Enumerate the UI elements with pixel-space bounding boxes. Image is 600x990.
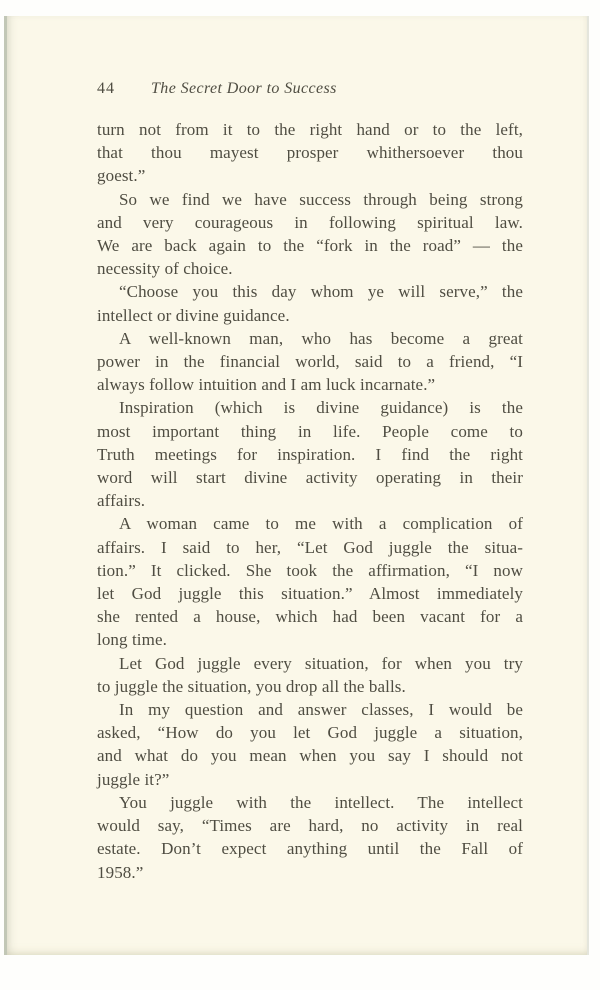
page-number: 44 (97, 80, 115, 97)
page-content (7, 16, 587, 884)
running-head (97, 80, 523, 98)
text-line: that thou mayest prosper whithersoever thou (97, 143, 523, 163)
text-line: word will start divine activity operating in their (97, 468, 523, 488)
text-line: affairs. I said to her, “Let God juggle the situa- (97, 537, 523, 557)
paragraph (97, 396, 523, 512)
text-line: would say, “Times are hard, no activity in real (97, 816, 523, 836)
text-line: Let God juggle every situation, for when you try (119, 653, 523, 673)
text-line: You juggle with the intellect. The intellect (119, 792, 523, 812)
text-line: she rented a house, which had been vacant for a (97, 607, 523, 627)
text-line: In my question and answer classes, I would be (119, 700, 523, 720)
paragraph (97, 327, 523, 397)
text-line: tion.” It clicked. She took the affirmation, “I now (97, 560, 523, 580)
text-line: long time. (97, 630, 167, 650)
text-line: goest.” (97, 166, 146, 186)
text-line: most important thing in life. People come to (97, 421, 523, 441)
text-line: “Choose you this day whom ye will serve,” the (119, 282, 523, 302)
text-line: We are back again to the “fork in the road” — the (97, 236, 523, 256)
text-line: juggle it?” (97, 769, 170, 789)
text-line: intellect or divine guidance. (97, 305, 290, 325)
text-line: 1958.” (97, 862, 144, 882)
book-title: The Secret Door to Success (151, 80, 337, 97)
text-line: and what do you mean when you say I should not (97, 746, 523, 766)
text-line: A woman came to me with a complication of (119, 514, 523, 534)
text-line: A well-known man, who has become a great (119, 328, 523, 348)
text-line: necessity of choice. (97, 259, 233, 279)
text-line: So we find we have success through being strong (119, 189, 523, 209)
paragraph (97, 280, 523, 326)
paragraph (97, 698, 523, 791)
text-block (97, 118, 523, 884)
text-line: turn not from it to the right hand or to the left, (97, 120, 523, 139)
paragraph (97, 791, 523, 884)
paragraph (97, 118, 523, 188)
book-page (4, 16, 589, 955)
paragraph (97, 652, 523, 698)
text-line: asked, “How do you let God juggle a situation, (97, 723, 523, 743)
paragraph (97, 512, 523, 651)
paragraph (97, 188, 523, 281)
text-line: estate. Don’t expect anything until the Fall of (97, 839, 523, 859)
text-line: to juggle the situation, you drop all the balls. (97, 676, 406, 696)
text-line: always follow intuition and I am luck incarnate.” (97, 375, 436, 395)
text-line: Truth meetings for inspiration. I find the right (97, 444, 523, 464)
text-line: let God juggle this situation.” Almost immediately (97, 584, 523, 604)
text-line: affairs. (97, 491, 146, 511)
text-line: Inspiration (which is divine guidance) is the (119, 398, 523, 418)
text-line: power in the financial world, said to a friend, “I (97, 352, 523, 372)
text-line: and very courageous in following spiritual law. (97, 212, 523, 232)
